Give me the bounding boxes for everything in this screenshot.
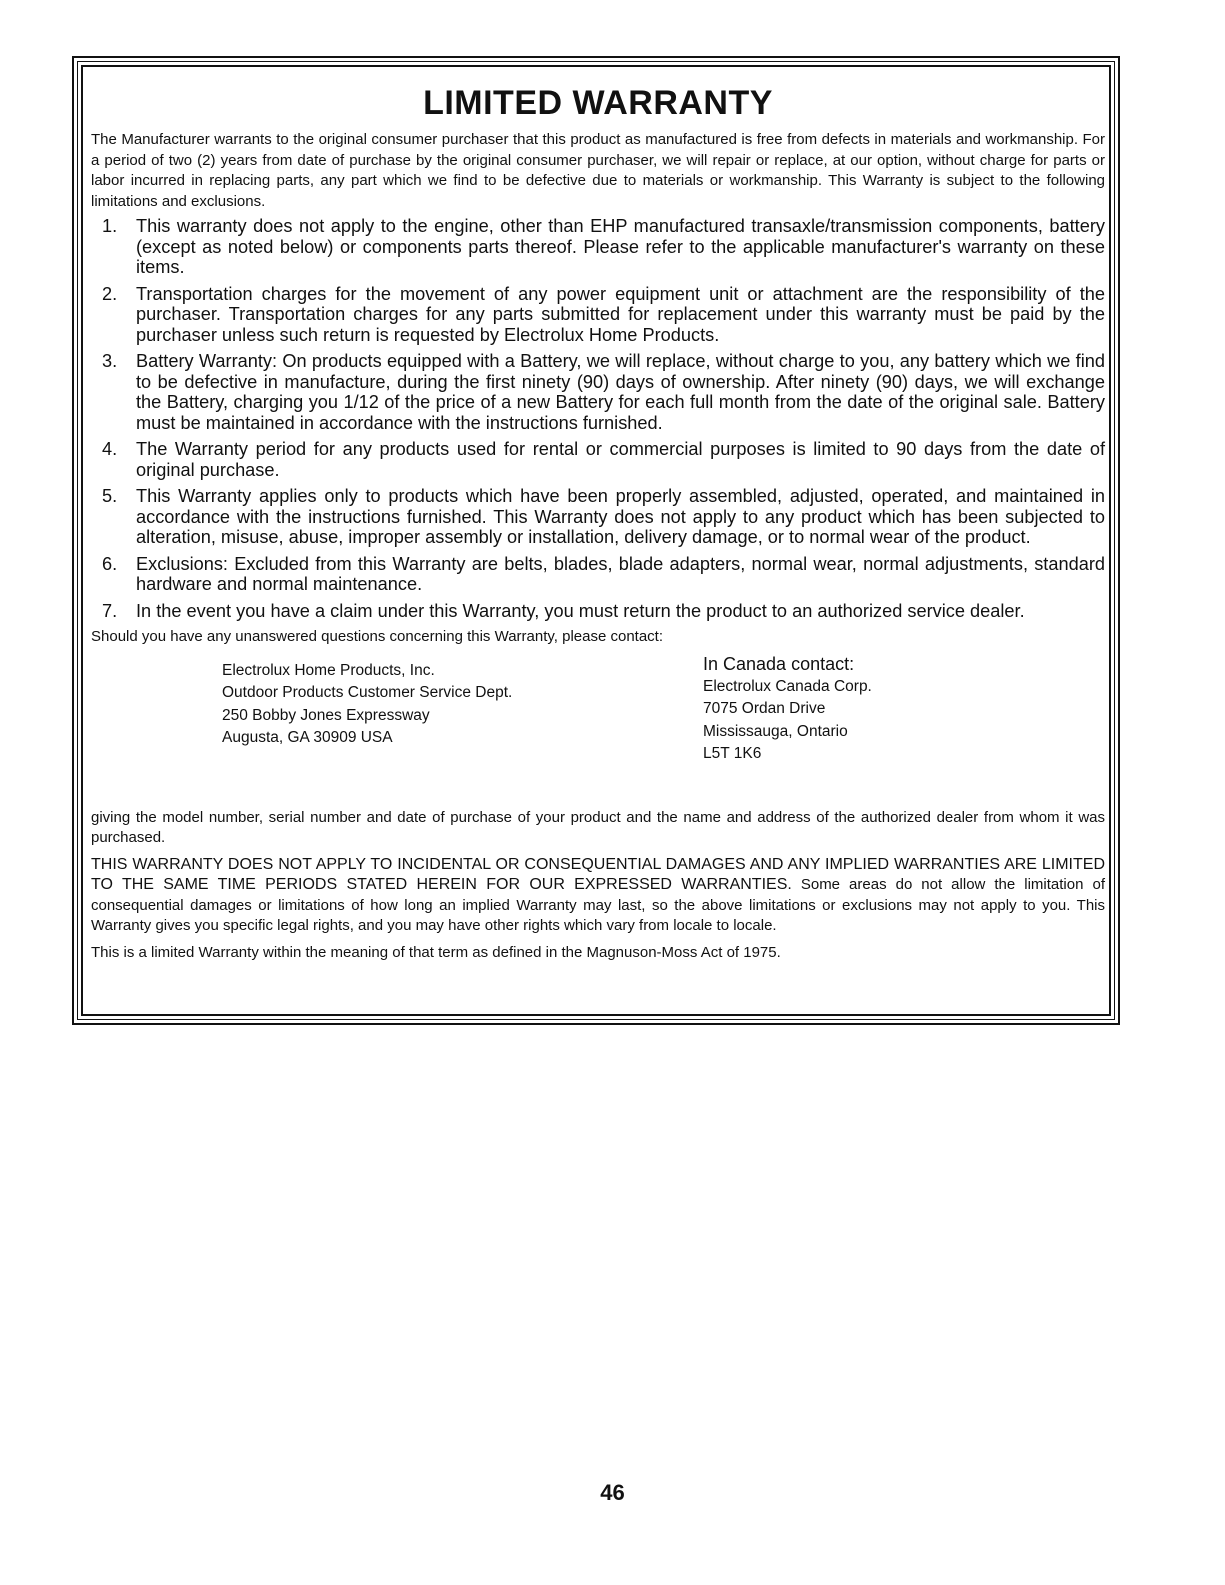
item-text: This Warranty applies only to products which have been properly assembled, adjusted, operated, and maintained in accordance with the instructions furnished. This Warranty does not apply to any product which has been subjected to alteration, misuse, abuse, improper assembly or installation, delivery damage, or to normal wear of the product. [136, 486, 1105, 547]
item-number: 1. [102, 216, 118, 236]
list-item [91, 601, 1105, 622]
contact-lead: Should you have any unanswered questions concerning this Warranty, please contact: [91, 628, 664, 645]
page-number: 46 [600, 1480, 625, 1505]
canada-address-line: L5T 1K6 [703, 745, 762, 762]
canada-address [703, 652, 872, 766]
list-item [91, 216, 1105, 278]
item-text: Exclusions: Excluded from this Warranty are belts, blades, blade adapters, normal wear, normal adjustments, standard hardware and normal maintenance. [136, 553, 1105, 594]
list-item [91, 486, 1105, 548]
us-address-line: Electrolux Home Products, Inc. [222, 661, 435, 679]
canada-address-line: 7075 Ordan Drive [703, 700, 826, 717]
list-item [91, 351, 1105, 433]
item-text: In the event you have a claim under this Warranty, you must return the product to an authorized service dealer. [136, 600, 1025, 621]
canada-address-line: Mississauga, Ontario [703, 722, 848, 740]
list-item [91, 554, 1105, 595]
item-text: Battery Warranty: On products equipped with a Battery, we will replace, without charge to you, any battery which we find to be defective in manufacture, during the first ninety (90) days of ownership. After ninety (90) days, we will exchange the Battery, charging you 1/12 of the price of a new Battery for each full month from the date of the original sale. Battery must be maintained in accordance with the instructions furnished. [136, 351, 1105, 433]
us-address [222, 660, 512, 750]
disclaimer-paragraph [91, 855, 1105, 937]
item-number: 5. [102, 486, 118, 506]
disclaimer-rest: Some areas do not allow the limitation of consequential damages or limitations of how long an implied Warranty may last, so the above limitations or exclusions may not apply to you. This Warranty gives you specific legal rights, and you may have other rights which vary from locale to locale. [91, 876, 1105, 934]
giving-paragraph: giving the model number, serial number and date of purchase of your product and the name and address of the authorized dealer from whom it was purchased. [91, 808, 1105, 846]
page-title: LIMITED WARRANTY [423, 84, 773, 122]
item-text: Transportation charges for the movement of any power equipment unit or attachment are the responsibility of the purchaser. Transportation charges for any parts submitted for replacement under this warranty must be paid by the purchaser unless such return is requested by Electrolux Home Products. [136, 283, 1105, 345]
magnuson-moss-paragraph: This is a limited Warranty within the meaning of that term as defined in the Magnuson-Moss Act of 1975. [91, 943, 781, 961]
us-address-line: 250 Bobby Jones Expressway [222, 706, 430, 724]
item-text: The Warranty period for any products used for rental or commercial purposes is limited to 90 days from the date of original purchase. [136, 439, 1105, 480]
list-item [91, 284, 1105, 346]
item-number: 3. [102, 351, 118, 371]
item-text: This warranty does not apply to the engine, other than EHP manufactured transaxle/transmission components, battery (except as noted below) or components parts thereof. Please refer to the applicable manufacturer's warranty on these items. [136, 216, 1105, 277]
list-item [91, 439, 1105, 480]
warranty-content [91, 80, 1105, 969]
closing-paragraphs [91, 808, 1105, 964]
canada-heading: In Canada contact: [703, 653, 855, 674]
item-number: 6. [102, 553, 118, 574]
us-address-line: Outdoor Products Customer Service Dept. [222, 684, 513, 701]
item-number: 4. [102, 439, 118, 459]
us-address-line: Augusta, GA 30909 USA [222, 729, 393, 746]
addresses [91, 652, 1105, 786]
item-number: 2. [102, 283, 118, 304]
canada-address-line: Electrolux Canada Corp. [703, 677, 872, 695]
intro-paragraph: The Manufacturer warrants to the original consumer purchaser that this product as manufactured is free from defects in materials and workmanship. For a period of two (2) years from date of purchase by the original consumer purchaser, we will repair or replace, at our option, without charge for parts or labor incurred in replacing parts, any part which we find to be defective due to materials or workmanship. This Warranty is subject to the following limitations and exclusions. [91, 131, 1105, 210]
disclaimer-caps: THIS WARRANTY DOES NOT APPLY TO INCIDENTAL OR CONSEQUENTIAL DAMAGES AND ANY IMPLIED WARRANTIES ARE LIMITED TO THE SAME TIME PERIODS STATED HEREIN FOR OUR EXPRESSED WARRANTIES. [91, 855, 1105, 893]
warranty-terms-list [91, 216, 1105, 621]
item-number: 7. [102, 600, 118, 621]
